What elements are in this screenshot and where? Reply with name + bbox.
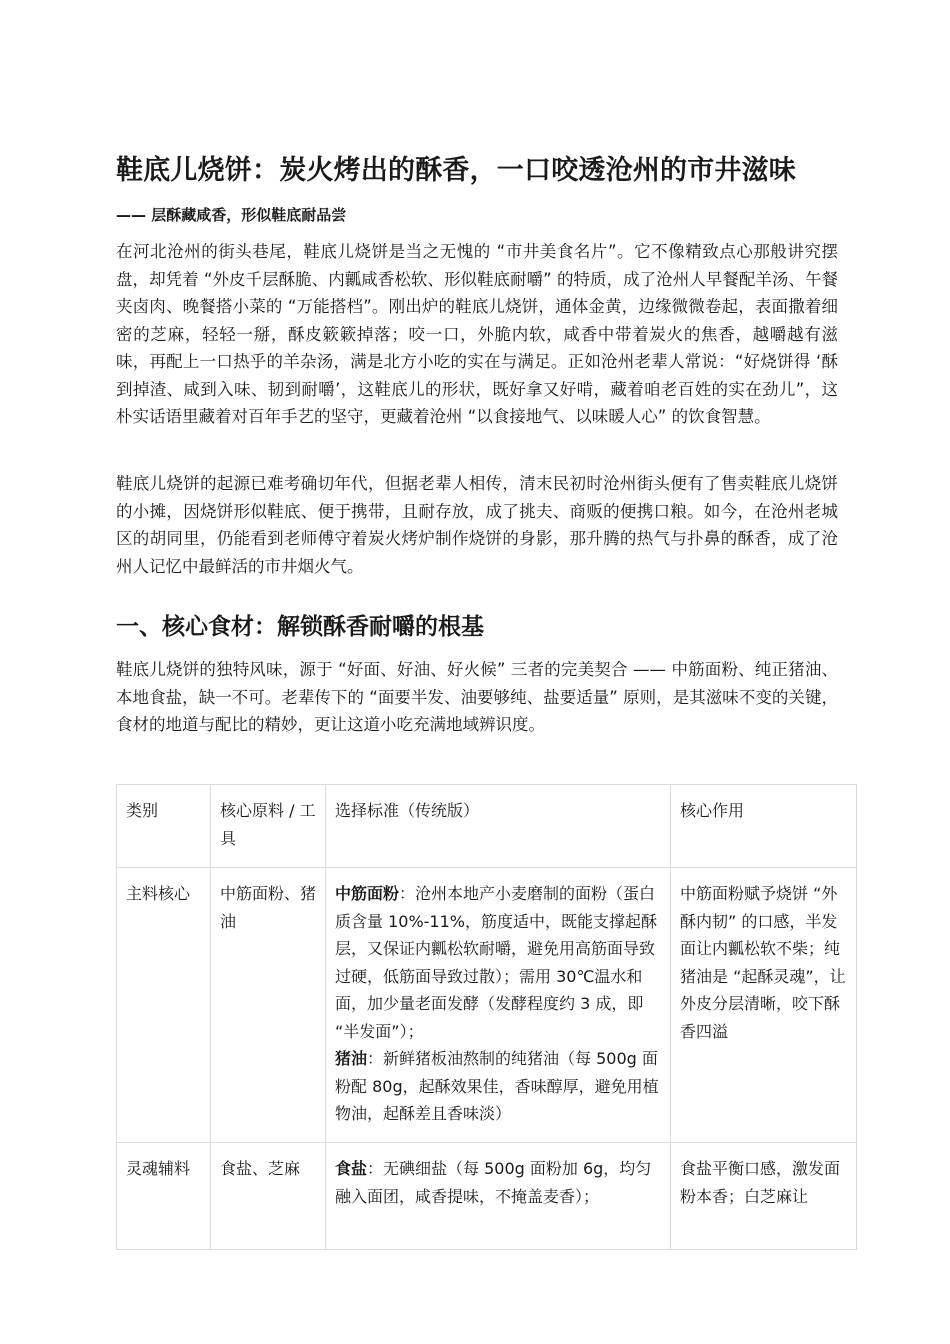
role-cell: 中筋面粉赋予烧饼 “外酥内韧” 的口感，半发面让内瓤松软不柴；纯猪油是 “起酥灵魂”，让外皮分层清晰，咬下酥香四溢 [671,868,857,1143]
standard-text: ：沧州本地产小麦磨制的面粉（蛋白质含量 10%-11%，筋度适中，既能支撑起酥层，又保证内瓤松软耐嚼，避免用高筋面导致过硬，低筋面导致过散）；需用 30℃温水和面，加少量老面发酵（发酵程度约 3 成，即 “半发面”）； [335,884,657,1041]
document-title: 鞋底儿烧饼：炭火烤出的酥香，一口咬透沧州的市井滋味 [116,155,796,186]
table-row [117,868,857,1143]
origin-paragraph: 鞋底儿烧饼的起源已难考确切年代，但据老辈人相传，清末民初时沧州街头便有了售卖鞋底儿烧饼的小摊，因烧饼形似鞋底、便于携带，且耐存放，成了挑夫、商贩的便携口粮。如今，在沧州老城区的胡同里，仍能看到老师傅守着炭火烤炉制作烧饼的身影，那升腾的热气与扑鼻的酥香，成了沧州人记忆中最鲜活的市井烟火气。 [116,474,838,576]
intro-paragraph: 在河北沧州的街头巷尾，鞋底儿烧饼是当之无愧的 “市井美食名片”。它不像精致点心那般讲究摆盘，却凭着 “外皮千层酥脆、内瓤咸香松软、形似鞋底耐嚼” 的特质，成了沧州人早餐配羊汤、午餐夹卤肉、晚餐搭小菜的 “万能搭档”。刚出炉的鞋底儿烧饼，通体金黄，边缘微微卷起，表面撒着细密的芝麻，轻轻一掰，酥皮簌簌掉落；咬一口，外脆内软，咸香中带着炭火的焦香，越嚼越有滋味，再配上一口热乎的羊杂汤，满是北方小吃的实在与满足。正如沧州老辈人常说：“好烧饼得 ‘酥到掉渣、咸到入味、韧到耐嚼’，这鞋底儿的形状，既好拿又好啃，藏着咱老百姓的实在劲儿”，这朴实话语里藏着对百年手艺的坚守，更藏着沧州 “以食接地气、以味暖人心” 的饮食智慧。 [116,242,838,426]
standard-text: ：无碘细盐（每 500g 面粉加 6g，均匀融入面团，咸香提味，不掩盖麦香）； [335,1159,652,1206]
category-cell: 主料核心 [117,868,211,1143]
standard-cell [326,868,671,1143]
standard-label: 中筋面粉 [335,884,400,903]
table-header-cell: 核心作用 [671,785,857,868]
table-header-cell: 选择标准（传统版） [326,785,671,868]
standard-label: 食盐 [335,1159,368,1178]
table-header-row [117,785,857,868]
role-cell: 食盐平衡口感，激发面粉本香；白芝麻让 [671,1143,857,1250]
table-row [117,1143,857,1250]
section-heading: 一、核心食材：解锁酥香耐嚼的根基 [116,614,484,640]
standard-text: ：新鲜猪板油熬制的纯猪油（每 500g 面粉配 80g，起酥效果佳，香味醇厚，避免用植物油，起酥差且香味淡） [335,1049,659,1123]
ingredients-table [116,784,857,1250]
table-header-cell: 类别 [117,785,211,868]
ingredients-cell: 中筋面粉、猪油 [211,868,326,1143]
ingredients-cell: 食盐、芝麻 [211,1143,326,1250]
table-header-cell: 核心原料 / 工具 [211,785,326,868]
standard-label: 猪油 [335,1049,368,1068]
category-cell: 灵魂辅料 [117,1143,211,1250]
standard-cell [326,1143,671,1250]
section-paragraph: 鞋底儿烧饼的独特风味，源于 “好面、好油、好火候” 三者的完美契合 —— 中筋面粉、纯正猪油、本地食盐，缺一不可。老辈传下的 “面要半发、油要够纯、盐要适量” 原则，是其滋味不变的关键，食材的地道与配比的精妙，更让这道小吃充满地域辨识度。 [116,660,838,734]
document-subtitle: —— 层酥藏咸香，形似鞋底耐品尝 [116,206,347,224]
